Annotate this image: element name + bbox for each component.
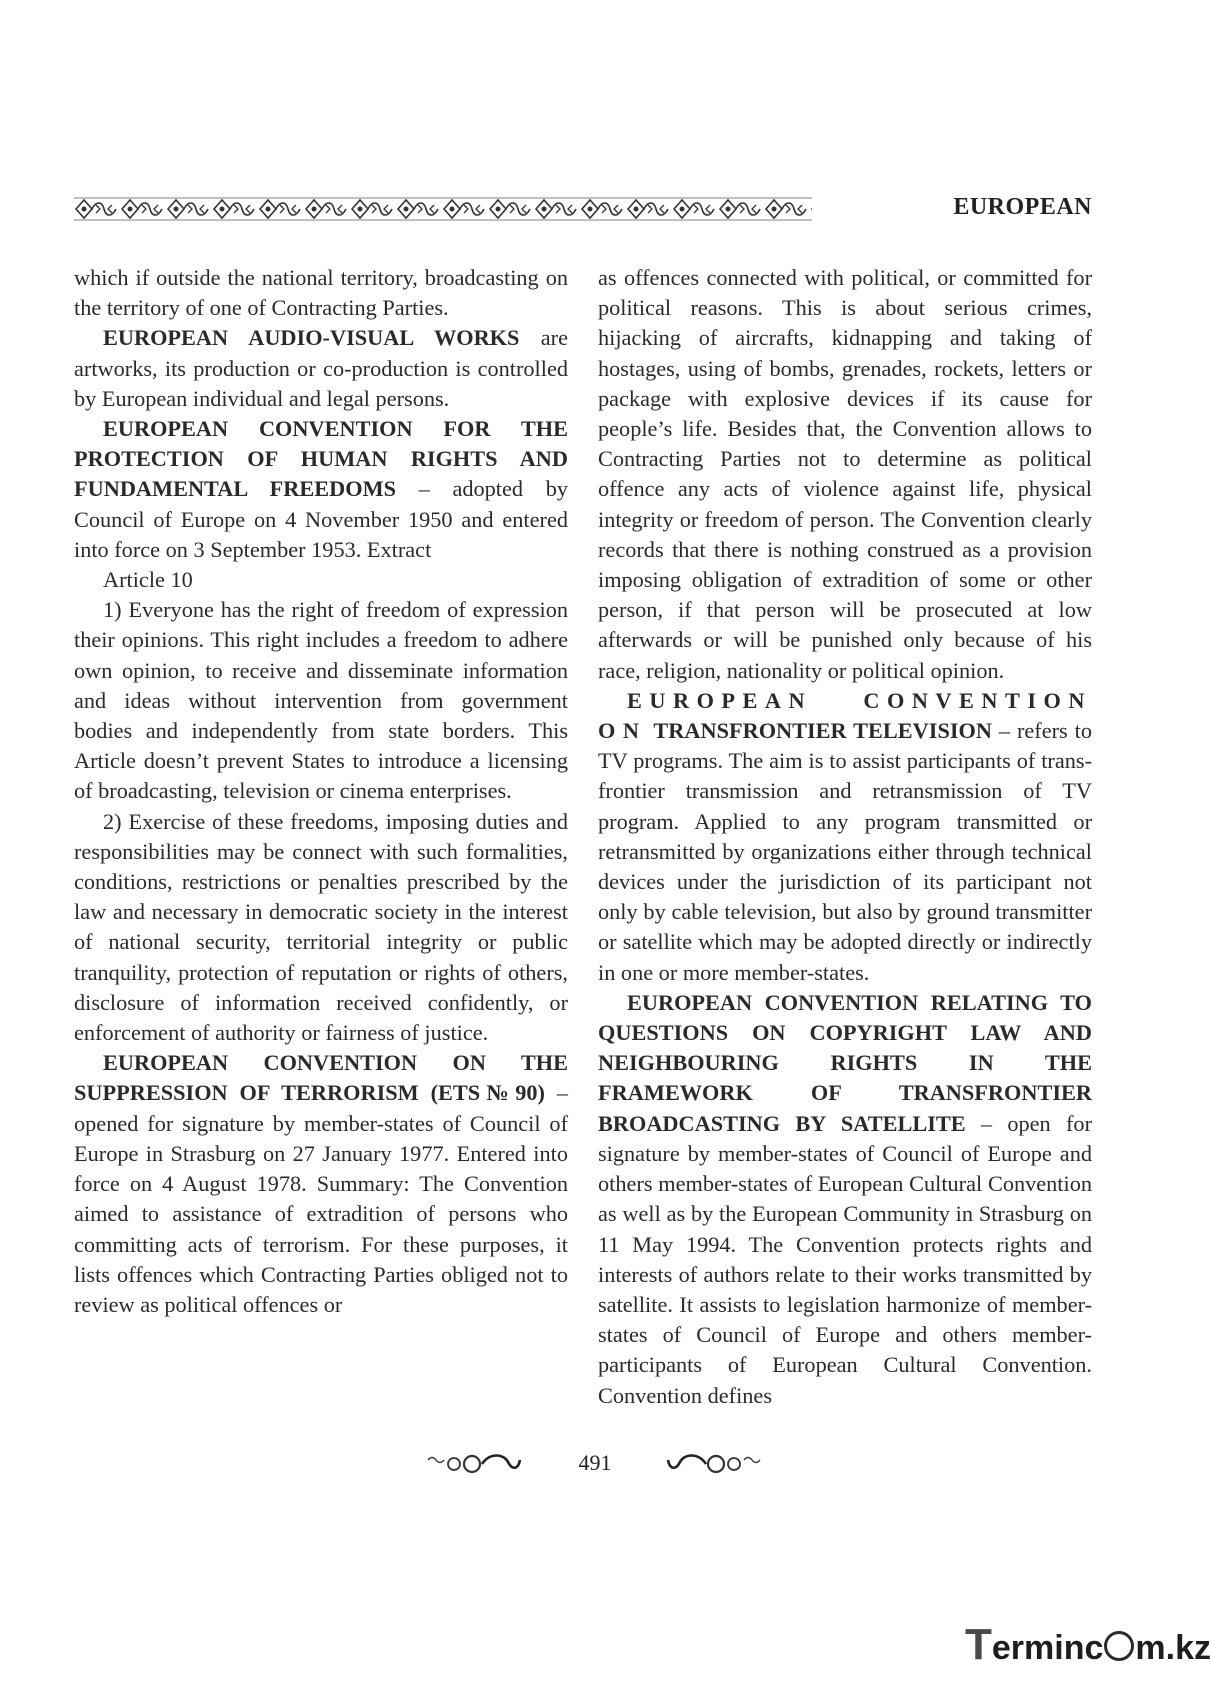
entry-body: – opened for signature by member-states of Council of Europe in Strasburg on 27 January 1977. Entered into force on 4 August 1978. Summary: The Convention aimed to assistance of extradition of persons who committing acts of terrorism. For these purposes, it lists offences which Contracting Parties obliged not to review as political offences or — [74, 1080, 568, 1317]
entry-human-rights-convention — [74, 414, 568, 565]
entry-term-continued: TRANSFRONTIER TELEVISION — [653, 718, 992, 744]
header-ornament-band — [74, 196, 812, 222]
entry-body: – refers to TV programs. The aim is to assist participants of trans-frontier transmission and retransmission of TV program. Applied to any program transmitted or retransmitted by organizations either through technical devices under the jurisdiction of its participant not only by cable television, but also by ground transmitter or satellite which may be adopted directly or indirectly in one or more member-states. — [598, 718, 1093, 985]
page-number: 491 — [578, 1450, 612, 1475]
entry-term: EUROPEAN CONVENTION ON — [598, 687, 1092, 744]
entry-term: EUROPEAN CONVENTION FOR THE PROTECTION OF HUMAN RIGHTS AND FUNDAMENTAL FREEDOMS — [74, 416, 568, 502]
entry-body: – adopted by Council of Europe on 4 November 1950 and entered into force on 3 September 1953. Extract — [74, 476, 568, 562]
entry-term: EUROPEAN CONVENTION ON THE SUPPRESSION OF TERRORISM (ETS№90) — [74, 1050, 568, 1106]
paragraph: 1) Everyone has the right of freedom of expression their opinions. This right includes a freedom to adhere own opinion, to receive and disseminate information and ideas without intervention from government bodies and independently from state borders. This Article doesn’t prevent States to introduce a licensing of broadcasting, television or cinema enterprises. — [74, 597, 568, 804]
footer-right-ornament-icon — [664, 1450, 764, 1478]
entry-terrorism-convention — [74, 1048, 568, 1320]
globe-icon — [1104, 1631, 1134, 1661]
footer-left-ornament-icon — [424, 1450, 524, 1478]
entry-body: are artworks, its production or co-production is controlled by European individual and legal persons. — [74, 325, 568, 411]
entry-audio-visual-works — [74, 323, 568, 414]
running-header-title: EUROPEAN — [953, 194, 1092, 220]
left-column — [74, 263, 568, 1320]
entry-term: EUROPEAN AUDIO-VISUAL WORKS — [103, 325, 520, 351]
paragraph: as offences connected with political, or committed for political reasons. This is about serious crimes, hijacking of aircrafts, kidnapping and taking of hostages, using of bombs, grenades, rockets, letters or package with explosive devices if its cause for people’s life. Besides that, the Convention allows to Contracting Parties not to determine as political offence any acts of violence against life, physical integrity or freedom of person. The Convention clearly records that there is nothing construed as a provision imposing obligation of extradition of some or other person, if that person will be prosecuted at low afterwards or will be punished only because of his race, religion, nationality or political opinion. — [598, 265, 1092, 683]
entry-copyright-satellite-convention — [598, 988, 1092, 1411]
right-column — [598, 263, 1092, 1411]
entry-term: EUROPEAN CONVENTION RELATING TO QUESTIONS ON COPYRIGHT LAW AND NEIGHBOURING RIGHTS IN THE FRAMEWORK OF TRANSFRONTIER BROADCASTING BY SATELLITE — [598, 989, 1092, 1136]
entry-body: – open for signature by member-states of Council of Europe and others member-states of European Cultural Convention as well as by the European Community in Strasburg on 11 May 1994. The Convention protects rights and interests of authors relate to their works transmitted by satellite. It assists to legislation harmonize of member-states of Council of Europe and others member-participants of European Cultural Convention. Convention defines — [598, 1110, 1093, 1408]
termincom-logo: Terminc m.kz — [965, 1620, 1211, 1669]
paragraph: 2) Exercise of these freedoms, imposing duties and responsibilities may be connect with such formalities, conditions, restrictions or penalties prescribed by the law and necessary in democratic society in the interest of national security, territorial integrity or public tranquility, protection of reputation or rights of others, disclosure of information received confidently, or enforcement of authority or fairness of justice. — [74, 808, 568, 1046]
paragraph: which if outside the national territory, broadcasting on the territory of one of Contracting Parties. — [74, 265, 568, 321]
entry-transfrontier-television — [598, 686, 1092, 988]
article-heading: Article 10 — [103, 567, 193, 593]
